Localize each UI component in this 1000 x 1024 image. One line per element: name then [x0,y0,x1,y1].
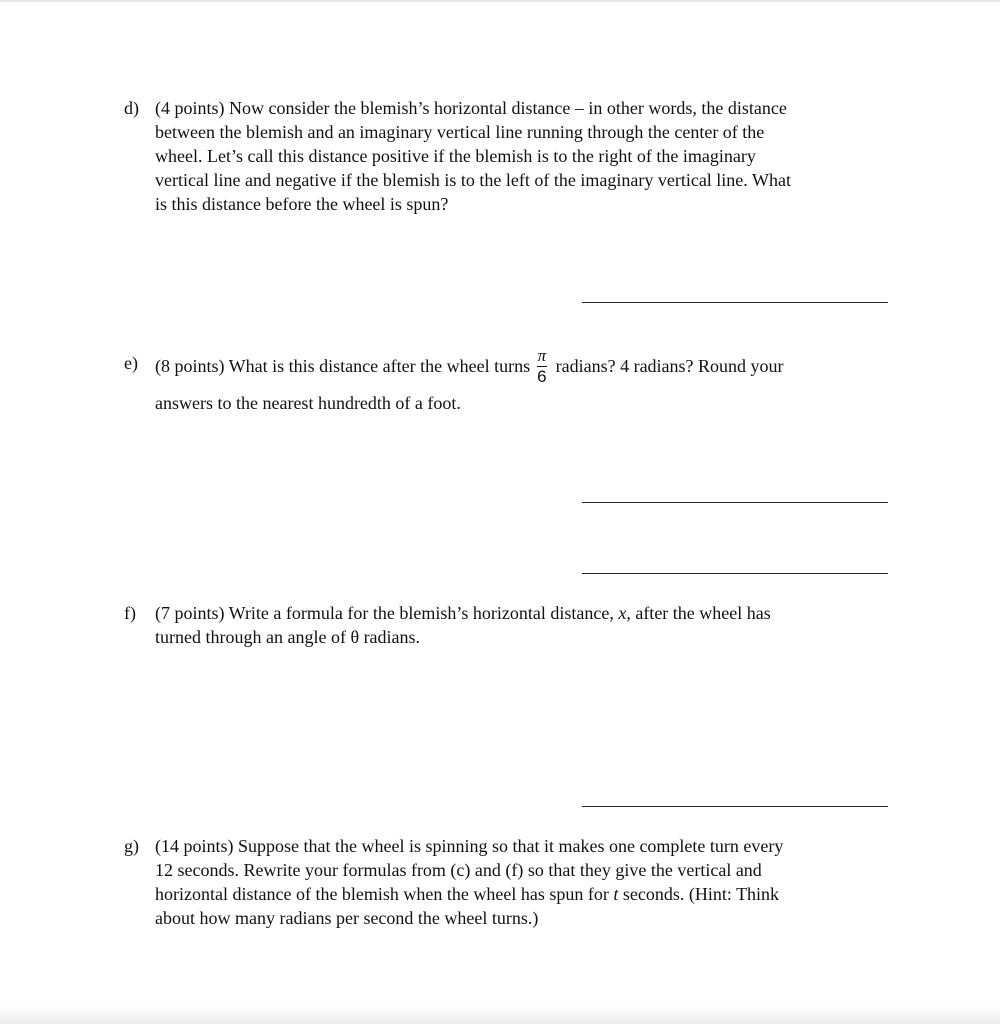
answer-line-e-1[interactable] [582,502,888,503]
question-g-text-before: horizontal distance of the blemish when the wheel has spun for [155,884,614,904]
question-f-text [155,601,885,649]
question-d-text [155,96,885,216]
question-d-line: is this distance before the wheel is spun? [155,194,449,214]
question-e-text [155,346,885,415]
page-bottom-edge [0,1006,1000,1024]
question-d-line: vertical line and negative if the blemish is to the left of the imaginary vertical line. What [155,170,791,190]
question-g-line-4: about how many radians per second the wheel turns.) [155,908,539,928]
pi-over-six-fraction [537,347,548,385]
question-e-text-after: radians? 4 radians? Round your [551,356,784,377]
question-g-line-2: 12 seconds. Rewrite your formulas from (c) and (f) so that they give the vertical and [155,860,762,880]
question-f-text-before: (7 points) Write a formula for the blemish’s horizontal distance, [155,603,619,623]
answer-line-d[interactable] [582,302,888,303]
variable-x: x [618,603,627,623]
page-top-edge [0,0,1000,2]
question-e-letter: e) [124,353,138,373]
question-g-text [155,834,885,930]
question-f-text-after: , after the wheel has [626,603,771,623]
question-d-line: (4 points) Now consider the blemish’s horizontal distance – in other words, the distance [155,98,787,118]
question-d-line: between the blemish and an imaginary vertical line running through the center of the [155,122,765,142]
variable-t: t [613,884,619,904]
fraction-numerator: π [537,346,547,365]
question-g-line-3 [155,882,885,906]
question-d-line: wheel. Let’s call this distance positive if the blemish is to the right of the imaginary [155,146,756,166]
question-e-line-1 [155,346,885,386]
question-g-text-after: seconds. (Hint: Think [618,884,780,904]
fraction-denominator: 6 [537,367,547,386]
question-f-letter: f) [124,603,136,623]
question-g-letter: g) [124,836,139,856]
question-d-letter: d) [124,98,139,118]
question-e-text-before: (8 points) What is this distance after the wheel turns [155,356,535,377]
question-f-line-1 [155,601,885,625]
question-g-line-1: (14 points) Suppose that the wheel is spinning so that it makes one complete turn every [155,836,784,856]
answer-line-f[interactable] [582,806,888,807]
question-e-line-2: answers to the nearest hundredth of a foot. [155,393,461,413]
question-f-line-2: turned through an angle of θ radians. [155,627,421,647]
answer-line-e-2[interactable] [582,573,888,574]
